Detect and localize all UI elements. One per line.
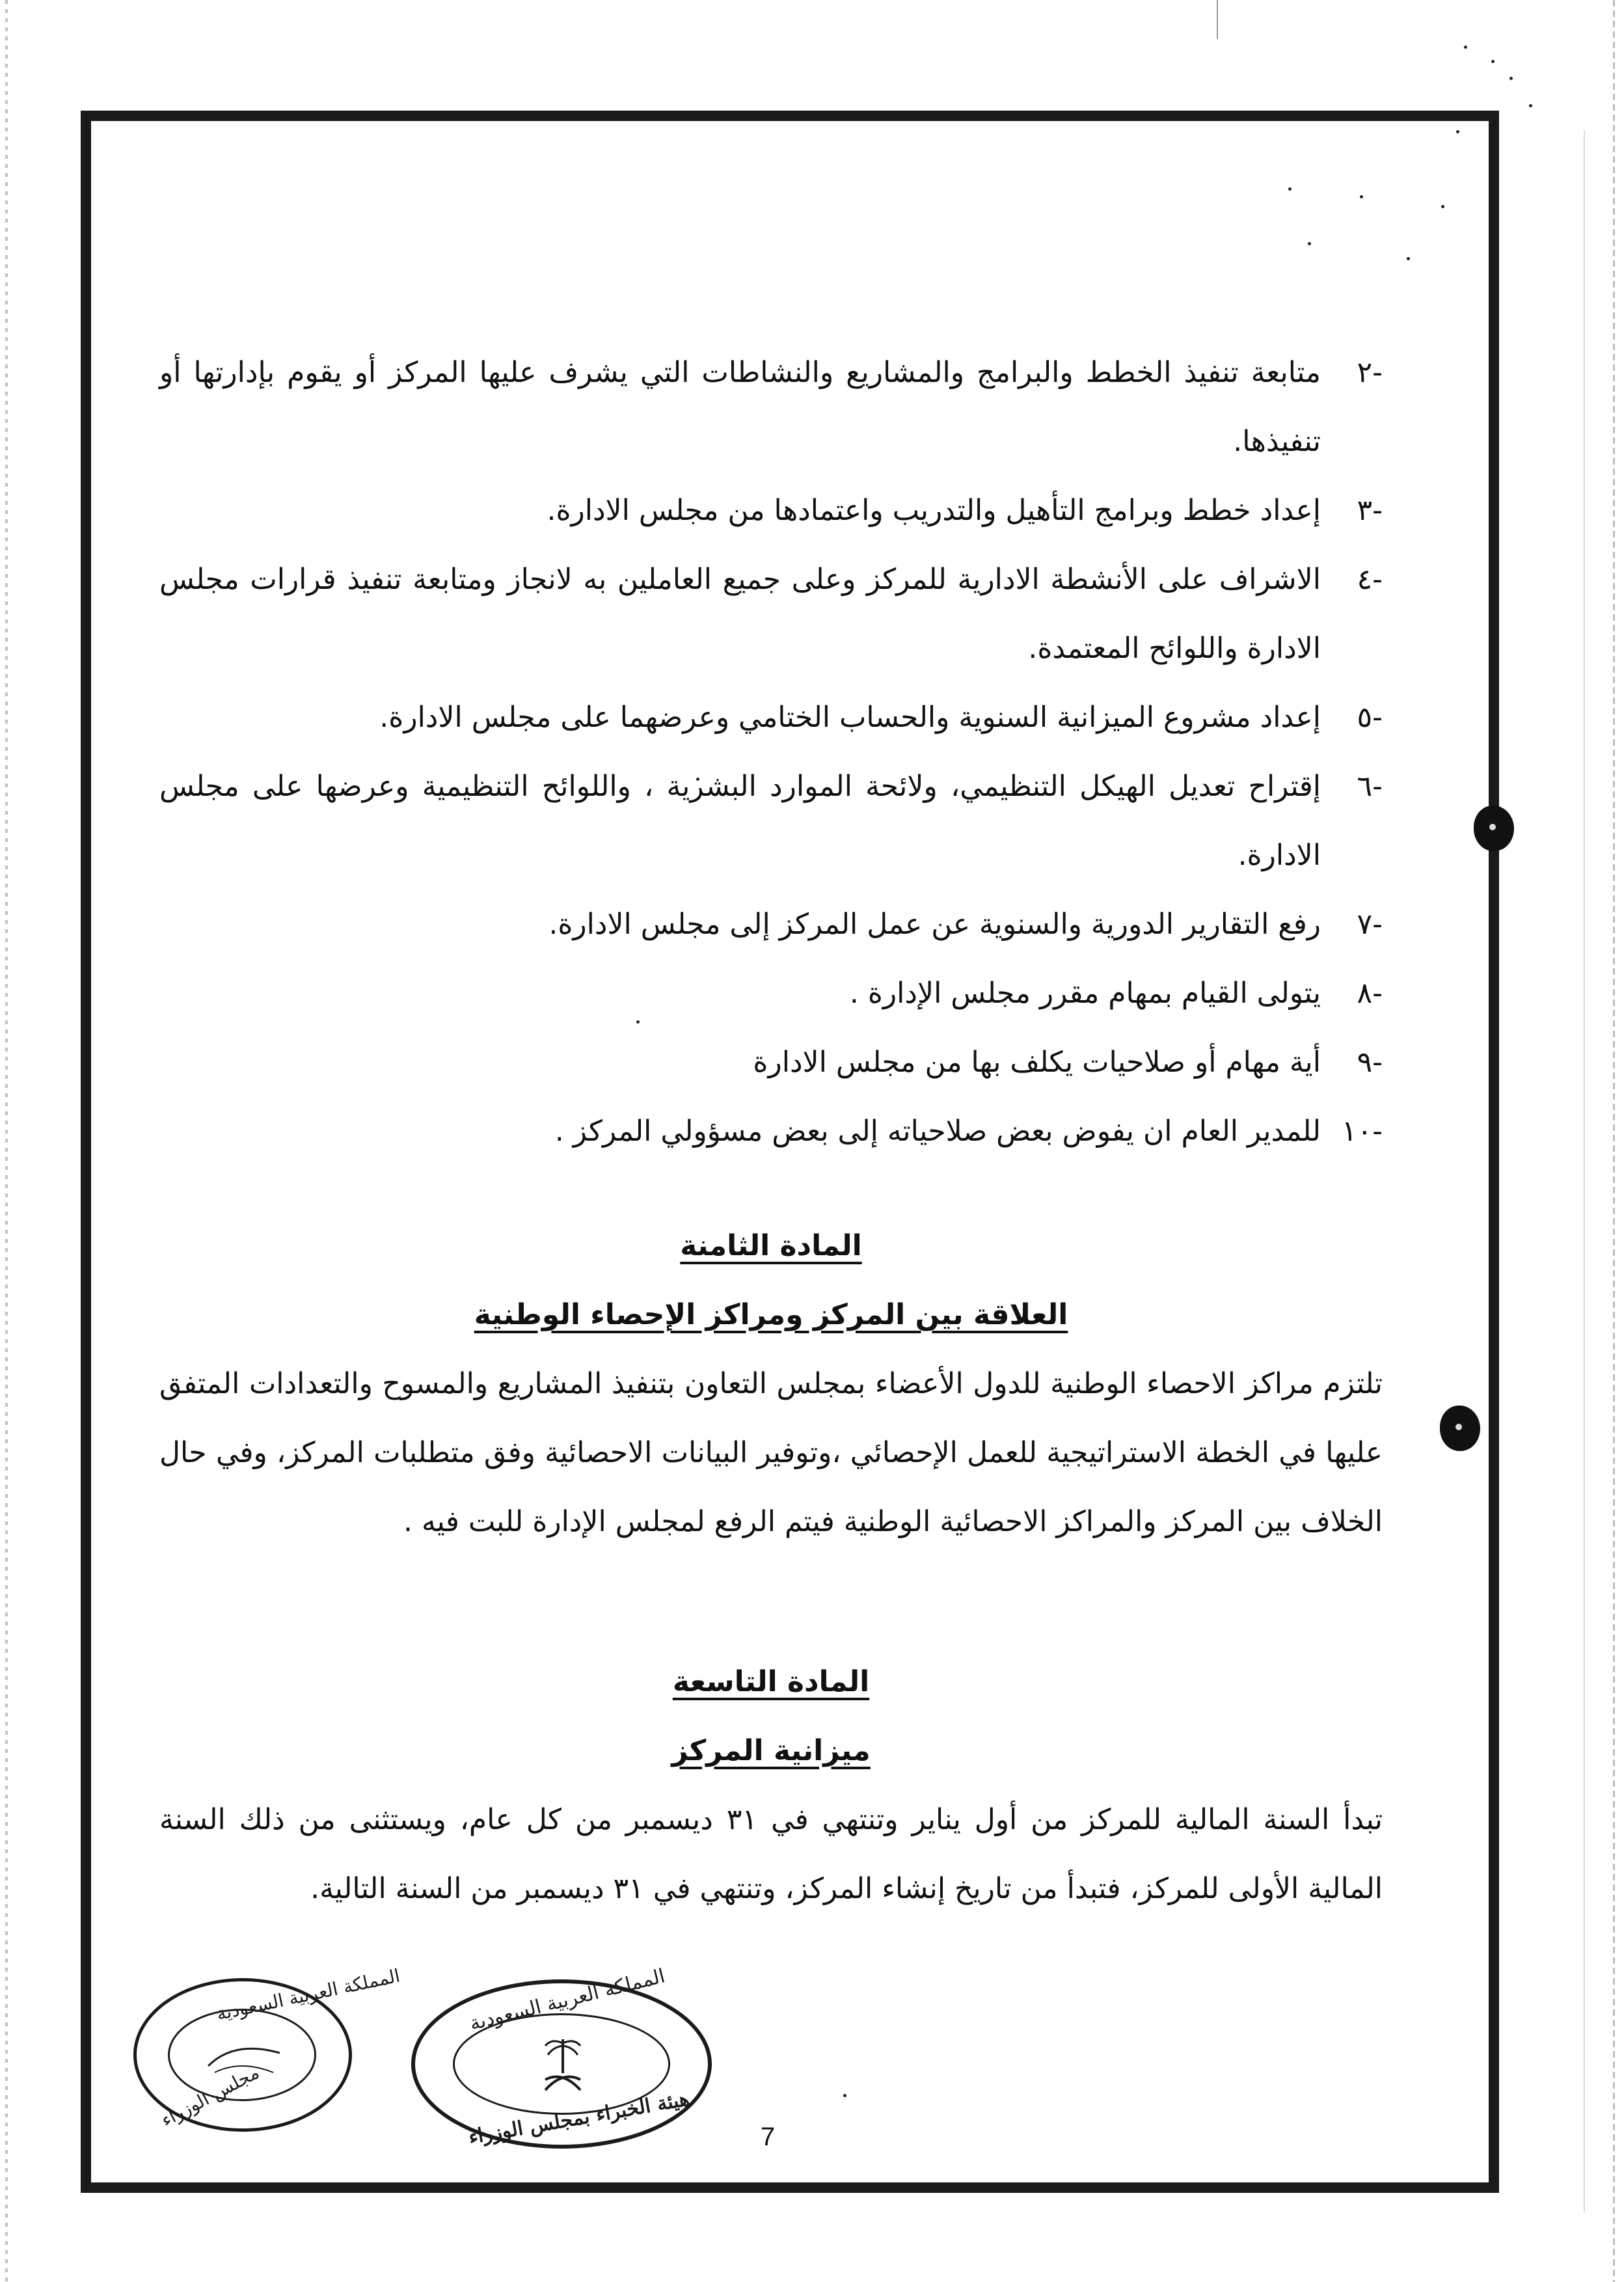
document-body [159, 338, 1383, 1923]
council-stamp [133, 1964, 402, 2132]
scan-speck [1464, 46, 1467, 49]
article-9-body: تبدأ السنة المالية للمركز من أول يناير وتنتهي في ٣١ ديسمبر من كل عام، ويستثنى من ذلك السنة المالية الأولى للمركز، فتبدأ من تاريخ إنشاء المركز، وتنتهي في ٣١ ديسمبر من السنة التالية. [159, 1803, 1383, 1905]
article-8-subtitle: العلاقة بين المركز ومراكز الإحصاء الوطنية [474, 1298, 1068, 1331]
list-item [159, 1097, 1383, 1166]
list-item-number: -٧ [1357, 908, 1383, 941]
list-item-text: الاشراف على الأنشطة الادارية للمركز وعلى جميع العاملين به لانجاز ومتابعة تنفيذ قرارات مجلس الادارة واللوائح المعتمدة. [159, 563, 1321, 665]
palm-swords-emblem-icon [540, 2034, 586, 2099]
list-item [159, 545, 1383, 683]
scan-edge-right [1613, 0, 1615, 2282]
stamp-top-text: المملكة العربية السعودية [467, 1964, 668, 2035]
section-spacer [159, 1556, 1383, 1648]
article-8-title: المادة الثامنة [680, 1229, 862, 1262]
stamp-bottom-text: هيئة الخبراء بمجلس الوزراء [467, 2087, 692, 2149]
list-item-text: إقتراح تعديل الهيكل التنظيمي، ولائحة الموارد البشرية ، واللوائح التنظيمية وعرضها على مجلس الادارة. [159, 770, 1321, 872]
list-item [159, 683, 1383, 752]
scan-speck [1509, 77, 1513, 80]
article-8-body: تلتزم مراكز الاحصاء الوطنية للدول الأعضاء بمجلس التعاون بتنفيذ المشاريع والمسوح والتعدادات المتفق عليها في الخطة الاستراتيجية للعمل الإحصائي ،وتوفير البيانات الاحصائية وفق متطلبات المركز، وفي حال الخلاف بين المركز والمراكز الاحصائية الوطنية فيتم الرفع لمجلس الإدارة للبت فيه . [159, 1367, 1383, 1538]
stamp-bottom-text: مجلس الوزراء [157, 2061, 263, 2131]
list-item-number: -٩ [1357, 1046, 1383, 1079]
scan-edge-right-inner [1584, 130, 1585, 2212]
list-item-text: رفع التقارير الدورية والسنوية عن عمل المركز إلى مجلس الادارة. [548, 908, 1321, 941]
list-item [159, 890, 1383, 959]
scan-edge-left [5, 0, 8, 2282]
list-item-text: إعداد مشروع الميزانية السنوية والحساب الختامي وعرضهما على مجلس الادارة. [379, 701, 1321, 734]
list-item [159, 752, 1383, 890]
stamp-top-text: المملكة العربية السعودية [214, 1964, 402, 2025]
list-item-number: -٨ [1357, 977, 1383, 1010]
list-item [159, 1028, 1383, 1097]
list-item [159, 476, 1383, 545]
list-item-number: -٤ [1357, 563, 1383, 596]
experts-stamp [411, 1964, 712, 2149]
list-item-number: -٢ [1357, 356, 1383, 389]
list-item-number: -١٠ [1341, 1115, 1383, 1148]
list-item-text: للمدير العام ان يفوض بعض صلاحياته إلى بعض مسؤولي المركز . [554, 1115, 1321, 1148]
list-item-text: يتولى القيام بمهام مقرر مجلس الإدارة . [849, 977, 1321, 1010]
list-item-text: إعداد خطط وبرامج التأهيل والتدريب واعتمادها من مجلس الادارة. [547, 494, 1321, 527]
article-9-title: المادة التاسعة [672, 1665, 870, 1698]
list-item-number: -٣ [1357, 494, 1383, 527]
punch-hole-icon [1474, 806, 1514, 851]
section-spacer [159, 1166, 1383, 1212]
scan-top-mark [1217, 0, 1218, 39]
list-item-number: -٥ [1357, 701, 1383, 734]
article-9-subtitle: ميزانية المركز [671, 1734, 871, 1767]
list-item-text: أية مهام أو صلاحيات يكلف بها من مجلس الادارة [753, 1046, 1321, 1079]
scan-speck [1491, 60, 1495, 63]
list-item [159, 338, 1383, 476]
list-item [159, 959, 1383, 1028]
page-number: 7 [760, 2123, 776, 2151]
punch-hole-icon [1440, 1406, 1480, 1451]
list-item-text: متابعة تنفيذ الخطط والبرامج والمشاريع والنشاطات التي يشرف عليها المركز أو يقوم بإدارتها أو تنفيذها. [159, 356, 1321, 458]
list-item-number: -٦ [1357, 770, 1383, 803]
scan-speck [1529, 104, 1532, 107]
